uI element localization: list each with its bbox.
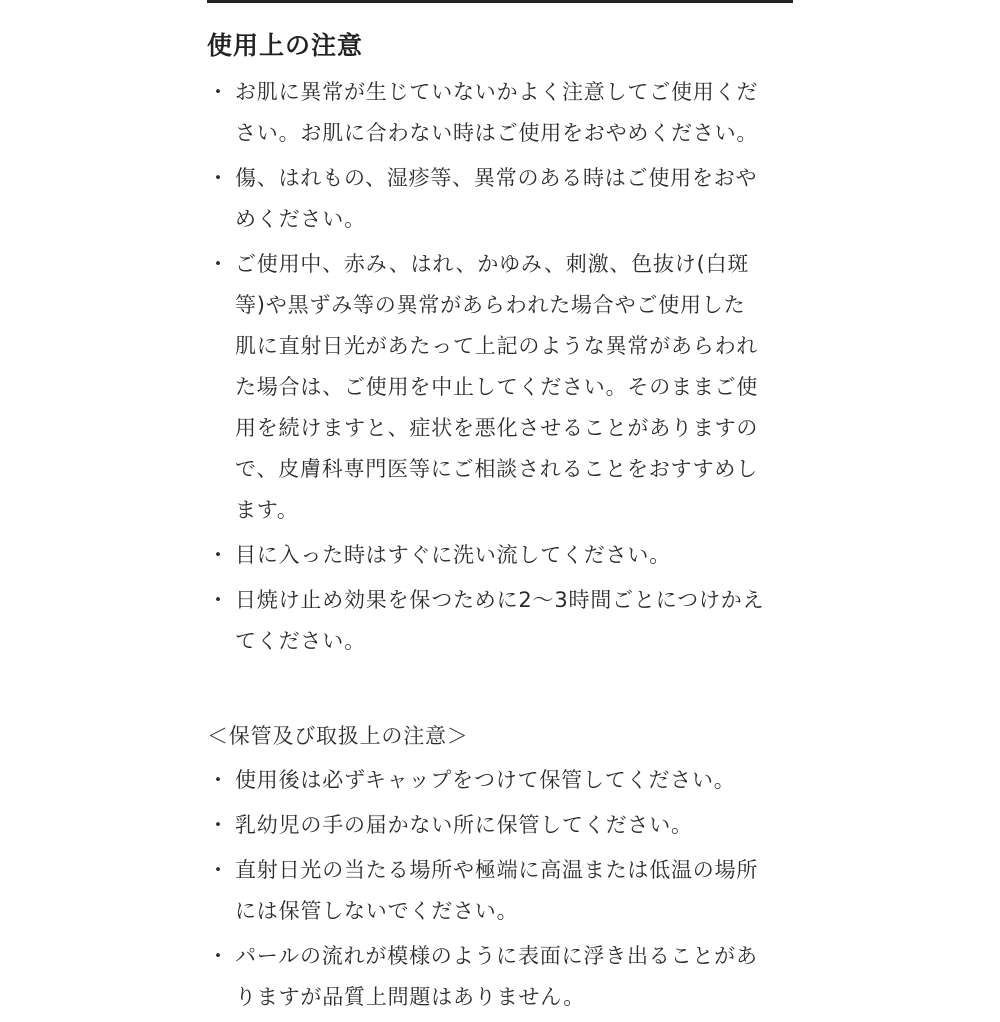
bullet-mark: ・ — [207, 80, 229, 104]
list-item — [207, 805, 793, 846]
list-item — [207, 535, 793, 576]
item-text-line: で、皮膚科専門医等にご相談されることをおすすめし — [235, 457, 758, 481]
item-text-line: ます。 — [235, 498, 299, 522]
bullet-mark: ・ — [207, 813, 229, 837]
item-text-line: 傷、はれもの、湿疹等、異常のある時はご使用をおや — [235, 166, 758, 190]
list-item — [207, 850, 793, 932]
item-text-line: りますが品質上問題はありません。 — [235, 985, 586, 1009]
item-text-line: 直射日光の当たる場所や極端に高温または低温の場所 — [235, 858, 759, 882]
list-item — [207, 936, 793, 1018]
list-item — [207, 580, 793, 662]
bullet-mark: ・ — [207, 166, 229, 190]
top-divider — [207, 0, 793, 3]
storage-precautions-heading: ＜保管及び取扱上の注意＞ — [207, 724, 469, 748]
item-text-line: パールの流れが模様のように表面に浮き出ることがあ — [235, 944, 758, 968]
item-text-line: には保管しないでください。 — [235, 899, 519, 923]
item-text-line: 肌に直射日光があたって上記のような異常があらわれ — [235, 334, 759, 358]
usage-precautions-heading: 使用上の注意 — [207, 31, 364, 60]
item-text-line: てください。 — [235, 629, 366, 653]
bullet-mark: ・ — [207, 858, 229, 882]
bullet-mark: ・ — [207, 588, 229, 612]
list-item — [207, 760, 793, 801]
item-text-line: た場合は、ご使用を中止してください。そのままご使 — [235, 375, 759, 399]
bullet-mark: ・ — [207, 543, 229, 567]
item-text-line: 等)や黒ずみ等の異常があらわれた場合やご使用した — [235, 293, 746, 317]
bullet-mark: ・ — [207, 252, 229, 276]
list-item — [207, 244, 793, 531]
list-item — [207, 72, 793, 154]
usage-precautions-list — [207, 72, 793, 666]
item-text-line: さい。お肌に合わない時はご使用をおやめください。 — [235, 121, 759, 145]
item-text-line: 使用後は必ずキャップをつけて保管してください。 — [235, 768, 736, 792]
item-text-line: 目に入った時はすぐに洗い流してください。 — [235, 543, 671, 567]
item-text-line: めください。 — [235, 207, 366, 231]
storage-precautions-list — [207, 760, 793, 1022]
item-text-line: ご使用中、赤み、はれ、かゆみ、刺激、色抜け(白斑 — [235, 252, 750, 276]
item-text-line: 乳幼児の手の届かない所に保管してください。 — [235, 813, 693, 837]
item-text-line: お肌に異常が生じていないかよく注意してご使用くだ — [235, 80, 759, 104]
list-item — [207, 158, 793, 240]
bullet-mark: ・ — [207, 768, 229, 792]
item-text-line: 用を続けますと、症状を悪化させることがありますの — [235, 416, 759, 440]
item-text-line: 日焼け止め効果を保つために2〜3時間ごとにつけかえ — [235, 588, 765, 612]
bullet-mark: ・ — [207, 944, 229, 968]
